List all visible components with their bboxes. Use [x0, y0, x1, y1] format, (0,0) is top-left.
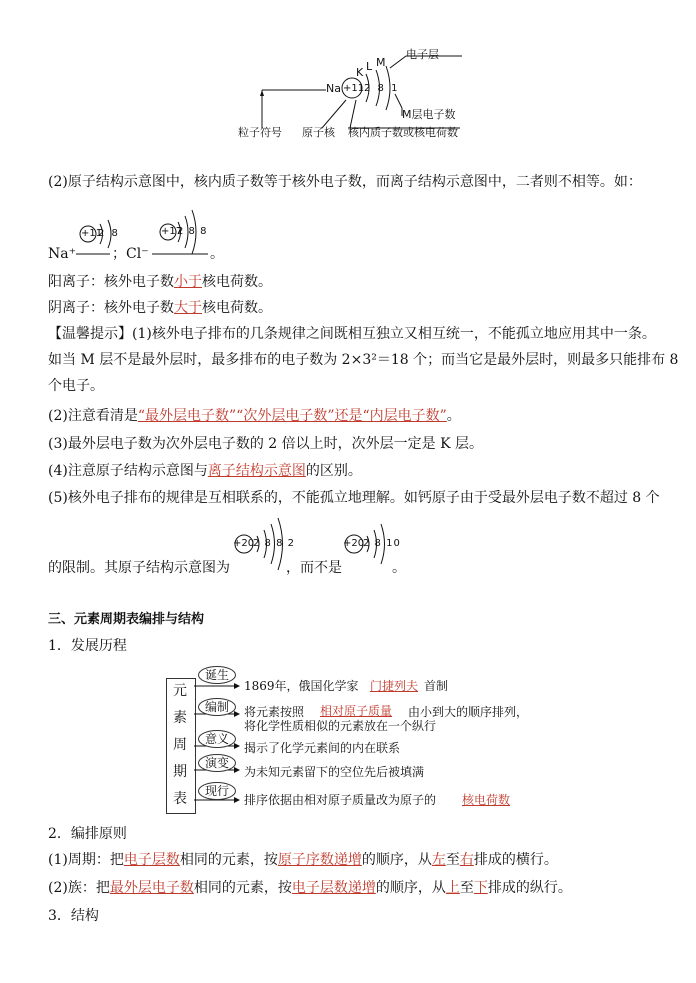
nucleus-label: 原子核	[302, 126, 335, 139]
tip-5-mid: ，而不是	[286, 560, 342, 576]
na-ion-label: Na⁺	[48, 246, 76, 262]
anion-line: 阴离子：核外电子数大于核电荷数。	[48, 300, 272, 316]
proton-number-label: 核内质子数或核电荷数	[348, 126, 458, 139]
tip-4-answer: 离子结构示意图	[207, 463, 306, 479]
compile-answer: 相对原子质量	[320, 704, 393, 718]
na-symbol: Na	[326, 82, 341, 95]
paragraph-ion-structure: (2)原子结构示意图中，核内质子数等于核外电子数，而离子结构示意图中，二者则不相等。如：	[48, 174, 642, 190]
tip-4: (4)注意原子结构示意图与离子结构示意图的区别。	[48, 463, 362, 479]
stage-birth: 诞生	[198, 666, 236, 684]
stage-current: 现行	[198, 782, 236, 800]
subsection-history: 1．发展历程	[48, 638, 127, 654]
ca-nucleus-2: +20	[343, 538, 365, 549]
birth-text-pre: 1869年，俄国化学家	[244, 679, 359, 693]
current-text-pre: 排序依据由相对原子质量改为原子的	[244, 793, 437, 807]
shell-m-label: M	[376, 56, 386, 69]
subsection-structure: 3．结构	[48, 908, 99, 924]
compile-text-2: 将化学性质相似的元素放在一个纵行	[244, 719, 437, 733]
subsection-principles: 2．编排原则	[48, 826, 127, 842]
particle-symbol-label: 粒子符号	[238, 126, 282, 139]
na-ion-nucleus: +11	[81, 228, 103, 239]
tip-5: (5)核外电子排布的规律是互相联系的，不能孤立地理解。如钙原子由于受最外层电子数不超过 8 个	[48, 490, 660, 506]
tip-5-end: 。	[392, 560, 406, 576]
principle-period: (1)周期：把电子层数相同的元素，按原子序数递增的顺序，从左至右排成的横行。	[48, 852, 558, 868]
principle-group: (2)族：把最外层电子数相同的元素，按电子层数递增的顺序，从上至下排成的纵行。	[48, 880, 572, 896]
ca-shells-2: 2 8 10	[363, 538, 401, 549]
shell-l-label: L	[366, 60, 373, 73]
periodic-table-vertical-label: 元 素 周 期 表	[173, 683, 187, 807]
nucleus-charge: +11	[343, 83, 365, 94]
cl-ion-shells: 2 8 8	[177, 226, 208, 237]
cation-answer: 小于	[174, 274, 202, 290]
tip-1-cont: 如当 M 层不是最外层时，最多排布的电子数为 2×3²＝18 个；而当它是最外层时，则最多只能排布 8	[48, 352, 679, 368]
cation-line: 阳离子：核外电子数小于核电荷数。	[48, 274, 272, 290]
stage-compile: 编制	[198, 698, 236, 716]
compile-text-post: 由小到大的顺序排列，	[408, 705, 529, 719]
tip-2-answer: “最外层电子数”“次外层电子数”还是“内层电子数”	[137, 408, 447, 424]
na-ion-shells: 2 8	[98, 228, 120, 239]
meaning-text: 揭示了化学元素间的内在联系	[244, 741, 401, 755]
current-answer: 核电荷数	[462, 793, 511, 807]
tip-1: 【温馨提示】(1)核外电子排布的几条规律之间既相互独立又相互统一，不能孤立地应用其中一条。	[48, 326, 656, 342]
tip-2: (2)注意看清是“最外层电子数”“次外层电子数”还是“内层电子数”。	[48, 408, 461, 424]
stage-meaning: 意义	[198, 730, 236, 748]
ca-nucleus-1: +20	[233, 538, 255, 549]
compile-text-pre: 将元素按照	[244, 705, 305, 719]
ion-end: 。	[210, 246, 224, 262]
cl-ion-nucleus: +17	[161, 226, 183, 237]
evolve-text: 为未知元素留下的空位先后被填满	[244, 765, 425, 779]
tip-3: (3)最外层电子数为次外层电子数的 2 倍以上时，次外层一定是 K 层。	[48, 436, 483, 452]
ca-shells-1: 2 8 8 2	[253, 538, 295, 549]
birth-answer: 门捷列夫	[370, 679, 419, 693]
cl-ion-label: ；Cl⁻	[112, 246, 149, 262]
shell-electrons: 2 8 1	[364, 83, 400, 94]
m-layer-count-label: M层电子数	[402, 108, 456, 121]
section-3-heading: 三、元素周期表编排与结构	[48, 612, 205, 627]
stage-evolve: 演变	[198, 754, 236, 772]
shell-k-label: K	[356, 66, 364, 79]
anion-answer: 大于	[174, 300, 202, 316]
birth-text-post: 首制	[424, 679, 449, 693]
tip-1-end: 个电子。	[48, 378, 104, 394]
electron-layer-label: 电子层	[406, 48, 439, 61]
tip-5-cont: 的限制。其原子结构示意图为	[48, 560, 230, 576]
